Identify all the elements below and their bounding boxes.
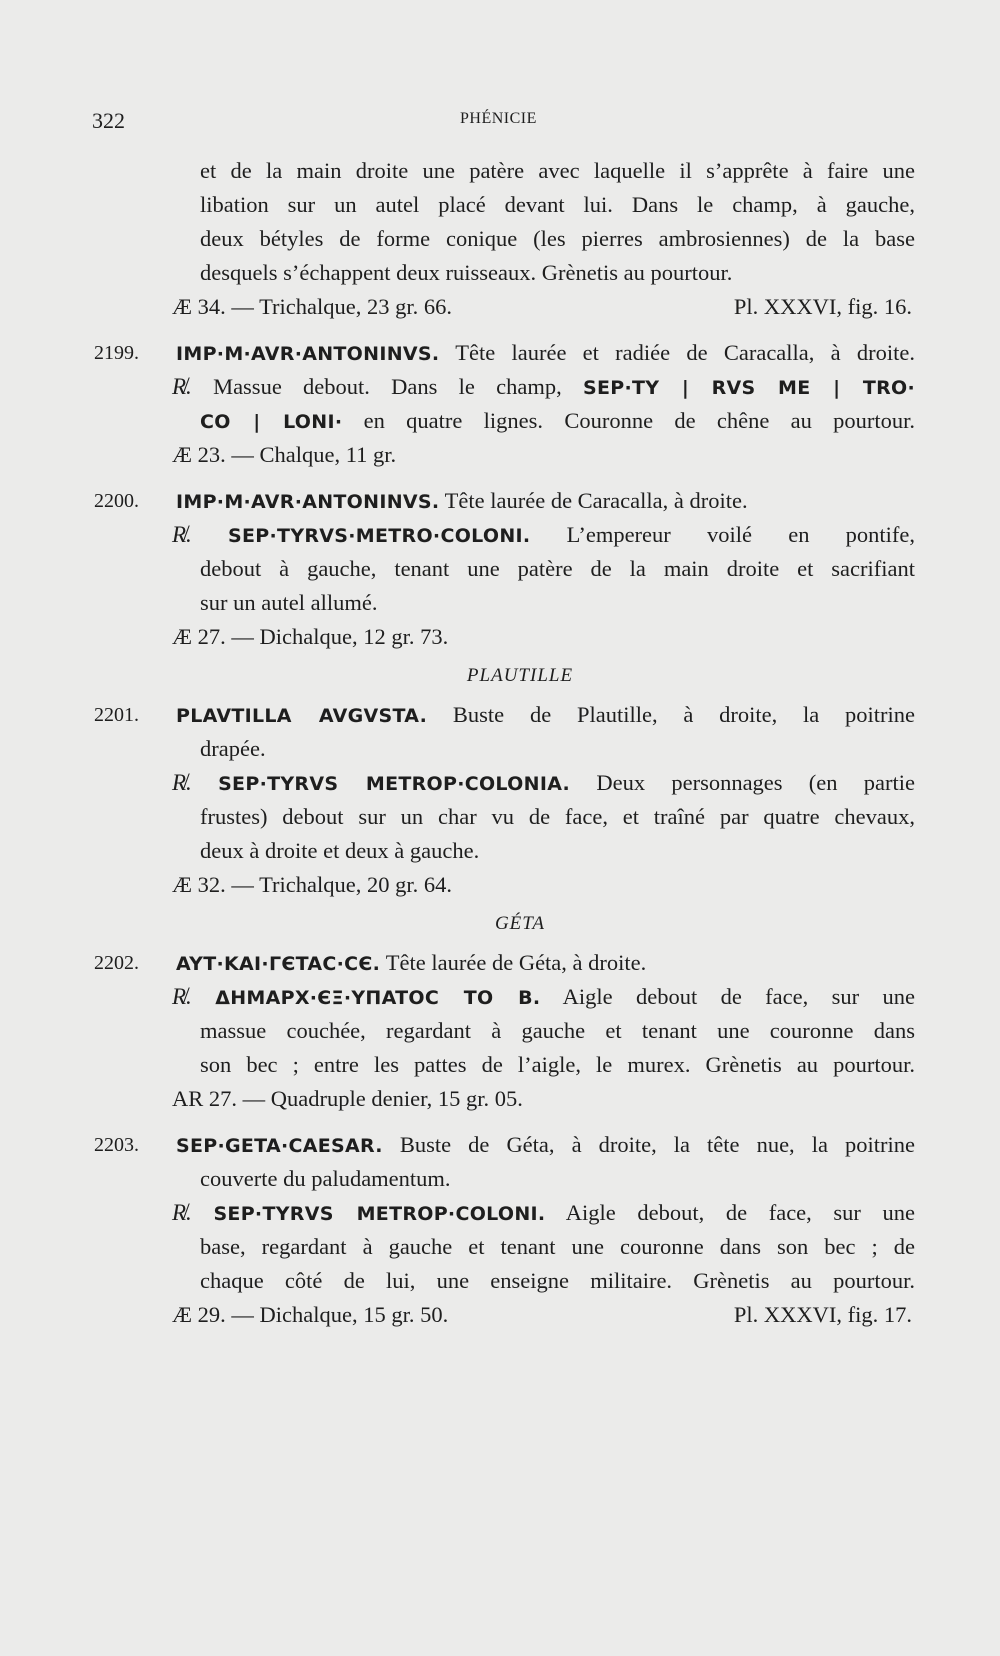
obverse-legend: SEP·GETA·CAESAR. (176, 1135, 383, 1157)
reverse-symbol: R̸. (172, 984, 192, 1009)
entry-number: 2199. (94, 342, 139, 364)
obverse-description: Buste de Géta, à droite, la tête nue, la poitrine (399, 1132, 915, 1157)
catalog-entry-2199 (0, 336, 1000, 472)
text-line: chaque côté de lui, une enseigne militaire. Grènetis au pourtour. (200, 1268, 915, 1293)
entry-number: 2202. (94, 952, 139, 974)
page-number: 322 (92, 108, 125, 133)
text-line: et de la main droite une patère avec laquelle il s’apprête à faire une (200, 158, 915, 183)
section-title-plautille: PLAUTILLE (466, 665, 574, 686)
page-header (0, 108, 1000, 138)
text-line: couverte du paludamentum. (200, 1166, 451, 1191)
plate-reference: Pl. XXXVI, fig. 17. (733, 1302, 912, 1327)
obverse-legend: AYT·KAI·ΓЄTAC·CЄ. (176, 953, 381, 975)
text-line: debout à gauche, tenant une patère de la main droite et sacrifiant (200, 556, 915, 581)
text-line: deux à droite et deux à gauche. (200, 838, 480, 863)
coin-metrics: Æ 34. — Trichalque, 23 gr. 66. (172, 294, 453, 319)
obverse-legend: IMP·M·AVR·ANTONINVS. (176, 343, 440, 365)
reverse-legend: SEP·TY | RVS ME | TRO· (582, 377, 916, 399)
coin-metrics: Æ 32. — Trichalque, 20 gr. 64. (172, 872, 453, 897)
reverse-description: en quatre lignes. Couronne de chêne au pourtour. (363, 408, 915, 433)
text-line: sur un autel allumé. (200, 590, 378, 615)
catalog-entry-2201 (0, 698, 1000, 902)
catalog-entry-2200 (0, 484, 1000, 654)
reverse-description: Aigle debout de face, sur une (562, 984, 915, 1009)
text-line: desquels s’échappent deux ruisseaux. Grènetis au pourtour. (200, 260, 733, 285)
reverse-legend: SEP·TYRVS·METRO·COLONI. (228, 525, 531, 547)
reverse-legend: SEP·TYRVS METROP·COLONI. (213, 1203, 546, 1225)
obverse-description: Buste de Plautille, à droite, la poitrine (452, 702, 916, 727)
coin-metrics: Æ 29. — Dichalque, 15 gr. 50. (172, 1302, 449, 1327)
entry-number: 2200. (94, 490, 139, 512)
obverse-legend: PLAVTILLA AVGVSTA. (176, 705, 428, 727)
catalog-entry-2203 (0, 1128, 1000, 1332)
reverse-description: L’empereur voilé en pontife, (566, 522, 916, 547)
text-line: deux bétyles de forme conique (les pierres ambrosiennes) de la base (200, 226, 915, 251)
text-line: son bec ; entre les pattes de l’aigle, le murex. Grènetis au pourtour. (200, 1052, 915, 1077)
text-line: frustes) debout sur un char vu de face, et traîné par quatre chevaux, (200, 804, 915, 829)
coin-metrics: Æ 27. — Dichalque, 12 gr. 73. (172, 624, 449, 649)
obverse-description: Tête laurée de Géta, à droite. (385, 950, 647, 975)
text-line: massue couchée, regardant à gauche et tenant une couronne dans (200, 1018, 915, 1043)
catalog-entry-2202 (0, 946, 1000, 1116)
reverse-description: Deux personnages (en partie (596, 770, 916, 795)
running-title: PHÉNICIE (460, 110, 537, 127)
obverse-description: Tête laurée de Caracalla, à droite. (444, 488, 748, 513)
page-body (0, 154, 1000, 1332)
reverse-symbol: R̸. (172, 374, 192, 399)
reverse-description: Massue debout. Dans le champ, (213, 374, 562, 399)
reverse-legend: CO | LONI· (200, 411, 343, 433)
reverse-symbol: R̸. (172, 522, 192, 547)
section-title-geta: GÉTA (494, 913, 546, 934)
text-line: drapée. (200, 736, 266, 761)
entry-number: 2203. (94, 1134, 139, 1156)
entry-number: 2201. (94, 704, 139, 726)
obverse-description: Tête laurée et radiée de Caracalla, à droite. (455, 340, 915, 365)
plate-reference: Pl. XXXVI, fig. 16. (733, 294, 912, 319)
reverse-legend: SEP·TYRVS METROP·COLONIA. (218, 773, 571, 795)
coin-metrics: Æ 23. — Chalque, 11 gr. (172, 442, 397, 467)
continuation-block (0, 154, 1000, 324)
obverse-legend: IMP·M·AVR·ANTONINVS. (176, 491, 440, 513)
text-line: libation sur un autel placé devant lui. Dans le champ, à gauche, (200, 192, 915, 217)
reverse-legend: ΔHMAPX·ЄΞ·YΠATOC TO B. (215, 987, 541, 1009)
reverse-symbol: R̸. (172, 1200, 192, 1225)
text-line: base, regardant à gauche et tenant une couronne dans son bec ; de (200, 1234, 915, 1259)
reverse-symbol: R̸. (172, 770, 192, 795)
coin-metrics: AR 27. — Quadruple denier, 15 gr. 05. (172, 1086, 523, 1111)
reverse-description: Aigle debout, de face, sur une (565, 1200, 916, 1225)
